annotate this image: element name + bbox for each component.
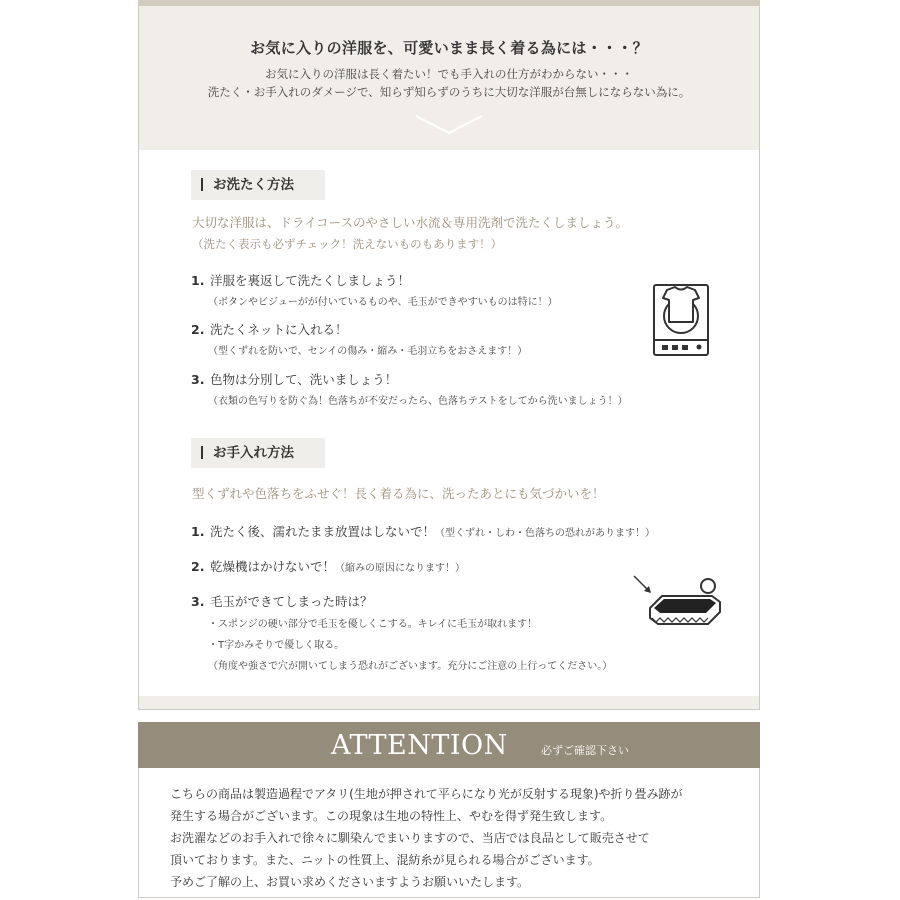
care-item-1 [191,522,655,540]
item-number: 2. [191,559,205,574]
care-note-3: （角度や強さで穴が開いてしまう恐れがございます。充分にご注意の上行ってください。） [208,661,613,672]
item-number: 3. [191,594,205,609]
item-title: 洋服を裏返して洗たくしましょう！ [210,273,411,288]
care-item-2 [191,557,465,575]
attention-line-5: 予めご了解の上、お買い求めくださいますようお願いいたします。 [170,875,530,889]
intro-line-1: お気に入りの洋服は長く着たい！でも手入れの仕方がわからない・・・ [265,67,633,81]
heading-bar [201,446,203,459]
washing-item-2 [191,320,348,338]
care-note-1: ・スポンジの硬い部分で毛玉を優しくこする。キレイに毛玉が取れます！ [208,619,538,630]
care-lead: 型くずれや色落ちをふせぐ！長く着る為に、洗ったあとにも気づかいを！ [192,486,605,501]
care-item-3 [191,592,373,610]
item-number: 3. [191,372,205,387]
sponge-icon [622,572,726,632]
item-small-note: （縮みの原因になります！） [335,563,466,574]
care-heading-text: お手入れ方法 [213,445,294,461]
attention-subtitle: 必ずご確認下さい [541,744,629,757]
care-heading [191,438,325,468]
item-number: 1. [191,273,205,288]
heading-bar [201,178,203,191]
item-title: 洗たく後、濡れたまま放置はしないで！ [210,524,436,539]
item-title: 乾燥機はかけないで！ [210,559,336,574]
attention-line-4: 頂いております。また、ニットの性質上、混紡糸が見られる場合がございます。 [170,853,600,867]
item-number: 1. [191,524,205,539]
item-number: 2. [191,322,205,337]
care-note-2: ・T字かみそりで優しく取る。 [208,640,345,651]
washing-item-1 [191,271,410,289]
item-title: 色物は分別して、洗いましょう！ [210,372,398,387]
intro-line-2: 洗たく・お手入れのダメージで、知らず知らずのうちに大切な洋服が台無しにならない為に。 [207,85,691,99]
washing-item-3 [191,370,397,388]
item-small-note: （型くずれ・しわ・色落ちの恐れがあります！） [435,528,656,539]
item-title: 毛玉ができてしまった時は？ [210,594,373,609]
intro-band [139,6,759,150]
attention-title: ATTENTION [331,730,508,761]
attention-line-3: お洗濯などのお手入れで徐々に馴染んでまいりますので、当店では良品として販売させて [170,831,650,845]
attention-line-2: 発生する場合がございます。この現象は生地の特性上、やむを得ず発生致します。 [170,809,613,823]
attention-bar [138,722,760,768]
washing-lead: 大切な洋服は、ドライコースのやさしい水流＆専用洗剤で洗たくしましょう。 [192,215,629,230]
washing-heading-text: お洗たく方法 [213,177,294,193]
attention-line-1: こちらの商品は製造過程でアタリ(生地が押されて平らになり光が反射する現象)や折り畳み跡が [170,787,683,801]
item-title: 洗たくネットに入れる！ [210,322,348,337]
washing-heading [191,170,325,200]
washing-machine-icon [650,282,712,358]
chevron-down-icon [414,113,484,137]
intro-title: お気に入りの洋服を、可愛いまま長く着る為には・・・？ [250,39,648,57]
washing-item-1-note: （ボタンやビジューがが付いているものや、毛玉ができやすいものは特に！） [208,297,558,308]
washing-item-2-note: （型くずれを防いで、センイの傷み・縮み・毛羽立ちをおさえます！） [208,346,528,357]
bottom-band [139,696,759,709]
washing-item-3-note: （衣類の色写りを防ぐ為！色落ちが不安だったら、色落ちテストをしてから洗いましょう！） [208,396,628,407]
washing-lead-sub: （洗たく表示も必ずチェック！洗えないものもあります！） [192,237,503,251]
